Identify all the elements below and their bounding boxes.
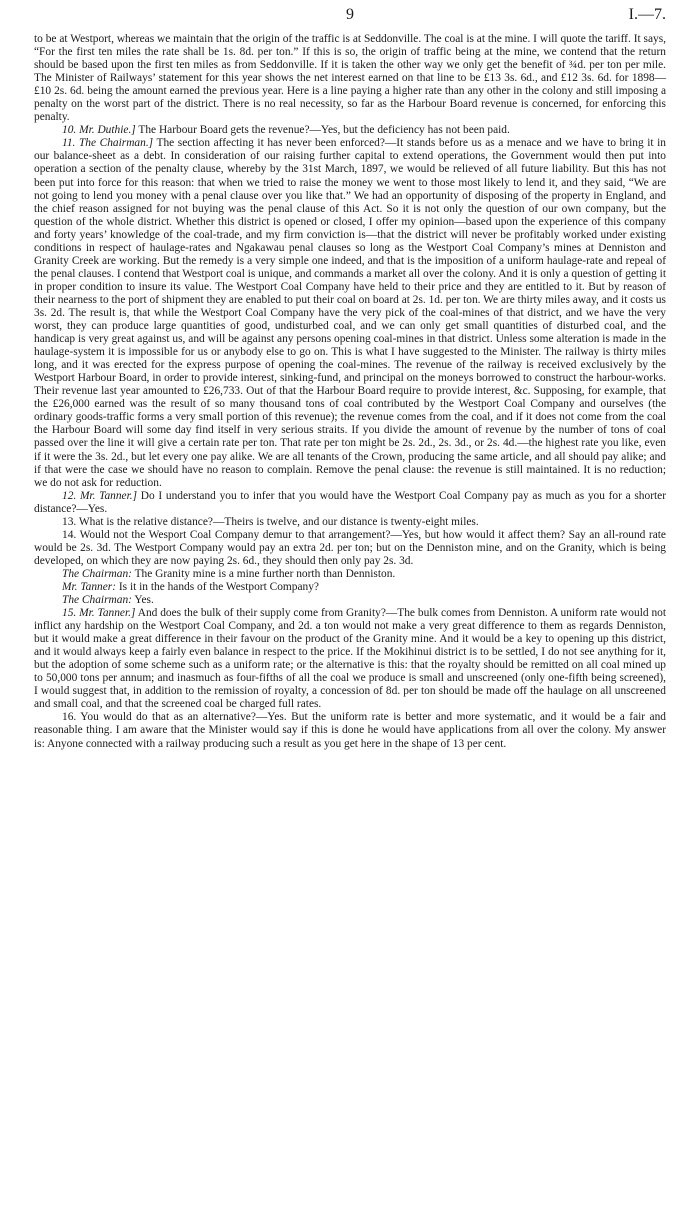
paragraph-text: 13. What is the relative distance?—Theirs is twelve, and our distance is twenty-eight miles. [62,515,479,528]
speaker-label: 10. Mr. Duthie.] [62,124,136,137]
paragraph-text: And does the bulk of their supply come from Granity?—The bulk comes from Denniston. A uniform rate would not inflict any hardship on the Westport Coal Company, and 2d. a ton would not make a very great difference to them as regards Denniston, but it would make a great difference in their favour on the product of the Granity mine. And it would be a key to opening up this district, and it would always keep a fairly even balance in respect to the price. If the Mokihinui district is to be settled, I do not see anything for it, but the adoption of some scheme such as a uniform rate; or the alternative is this: that the royalty should be remitted on all coal mined up to 50,000 tons per annum; and inasmuch as four-fifths of all the coal we produce is small and unscreened (only one-fifth being screened), I would suggest that, in addition to the remission of royalty, a concession of 8d. per ton should be made off the haulage on all unscreened and small coal, and that the screened coal be charged full rates. [34,607,667,711]
page-number: 9 [346,6,354,23]
paragraph [34,33,666,124]
document-reference: I.—7. [628,6,666,23]
paragraph-text: The Granity mine is a mine further north than Denniston. [134,567,396,580]
paragraph-text: Is it in the hands of the Westport Company? [118,580,319,593]
paragraph [34,607,666,711]
speaker-label: The Chairman: [62,567,132,580]
paragraph [34,137,666,489]
paragraph-text: The section affecting it has never been enforced?—It stands before us as a menace and we have to bring it in our balance-sheet as a debt. In consideration of our raising further capital to extend operations, the Government would then put into operation a section of the penalty clause, whereby by the 31st March, 1897, we would be relieved of all future liability. But this has not been put into force for this reason: that when we tried to raise the money we went to those most likely to lend it, and they said, “We are not going to lend you money with a penal clause over you like that.” We had an opportunity of disposing of the property in England, and the chief reason assigned for not buying was the penal clause of this Act. So it is not only the question of our own company, but the question of the whole district. Whether this district is opened or closed, I offer my opinion—based upon the experience of this company and forty years’ knowledge of the coal-trade, and my firm conviction is—that the district will never be profitably worked under existing conditions in respect of haulage-rates and Ngakawau penal clauses so long as the Westport Coal Company’s mines at Denniston and Granity Creek are working. But the remedy is a very simple one indeed, and that is the imposition of a uniform haulage-rate and repeal of the penal clauses. I contend that Westport coal is unique, and commands a market all over the colony. And it is only a question of getting it in proper condition to insure its value. The Westport Coal Company have held to their price and they are entitled to it. But by reason of their nearness to the port of shipment they are enabled to put their coal on board at 2s. 1d. per ton. We are thirty miles away, and it costs us 3s. 2d. The result is, that while the Westport Coal Company have the very pick of the coal-mines of that district, and we have the very worst, they can produce large quantities of good, undisturbed coal, and we can only get small quantities of disturbed coal, and the handicap is very great against us, and will be against any persons opening coal-mines in that district. Unless some alteration is made in the haulage-system it is impossible for us or anybody else to go on. This is what I have suggested to the Minister. The railway is thirty miles long, and it was erected for the express purpose of opening the coal-mines. The revenue of the railway is received exclusively by the Westport Harbour Board, in order to provide interest, sinking-fund, and principal on the moneys borrowed to construct the harbour-works. Their revenue last year amounted to £26,733. Out of that the Harbour Board require to provide interest, &c. Supposing, for example, that the £26,000 earned was the result of so many thousand tons of coal contributed by the Westport Coal Company and ourselves (the ordinary goods-traffic forms a very small portion of this revenue); the revenue comes from the coal, and if it does not come from the coal the Harbour Board will some day find itself in very serious straits. If you divide the amount of revenue by the number of tons of coal passed over the line it will give a certain rate per ton. That rate per ton might be 2s. 2d., 2s. 3d., or 2s. 4d.—the highest rate you like, even if it were the 3s. 2d., but let every one pay alike. We are all tenants of the Crown, producing the same article, and all should pay alike; and if that were the case we should have no reason to complain. Remove the penal clause: the revenue is still maintained. It is no reduction; we do not ask for reduction. [34,137,667,489]
paragraph [34,711,666,750]
paragraph [34,568,666,581]
paragraph [34,581,666,594]
paragraph [34,490,666,516]
paragraph [34,529,666,568]
paragraph-text: Yes. [134,594,154,607]
page-header [0,6,700,28]
paragraph-text: Do I understand you to infer that you would have the Westport Coal Company pay as much as you for a shorter distance?—Yes. [34,489,666,515]
paragraph [34,594,666,607]
paragraph [34,516,666,529]
paragraph-text: to be at Westport, whereas we maintain that the origin of the traffic is at Seddonville. The coal is at the mine. I will quote the tariff. It says, “For the first ten miles the rate shall be 1s. 8d. per ton.” If this is so, the origin of traffic being at the mine, we contend that the return should be based upon the first ten miles as from Seddonville. If it is taken the other way we only get the benefit of ¾d. per ton per mile. The Minister of Railways’ statement for this year shows the net interest earned on that line to be £13 3s. 6d., and £12 3s. 6d. for 1898—£10 2s. 6d. being the amount earned the previous year. Here is a line paying a higher rate than any other in the colony and still imposing a penalty on the worst part of the district. There is no real necessity, so far as the Harbour Board revenue is concerned, for enforcing this penalty. [34,33,666,124]
paragraph [34,124,666,137]
speaker-label: 11. The Chairman.] [62,137,154,150]
speaker-label: 12. Mr. Tanner.] [62,489,138,502]
speaker-label: Mr. Tanner: [62,580,117,593]
paragraph-text: 14. Would not the Wesport Coal Company demur to that arrangement?—Yes, but how would it affect them? Say an all-round rate would be 2s. 3d. The Westport Company would pay an extra 2d. per ton; but on the Denniston mine, and on the Granity, which is being developed, on which they are now paying 2s. 6d., they should then only pay 2s. 3d. [34,528,666,567]
speaker-label: The Chairman: [62,594,132,607]
document-body [34,33,666,1214]
speaker-label: 15. Mr. Tanner.] [62,607,136,620]
paragraph-text: 16. You would do that as an alternative?—Yes. But the uniform rate is better and more systematic, and it would be a fair and reasonable thing. I am aware that the Minister would say if this is done he would have applications from all over the colony. My answer is: Anyone connected with a railway producing such a result as you get here in the shape of 13 per cent. [34,711,666,750]
paragraph-text: The Harbour Board gets the revenue?—Yes, but the deficiency has not been paid. [138,124,510,137]
